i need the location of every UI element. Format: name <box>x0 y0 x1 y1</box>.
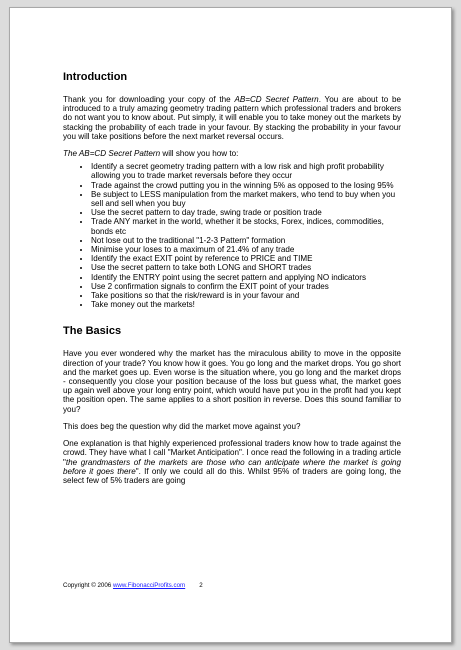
list-item: • Not lose out to the traditional "1-2-3 Pattern" formation <box>91 236 401 245</box>
basics-heading: The Basics <box>63 325 122 338</box>
page-number: 2 <box>199 582 203 589</box>
bullet-intro-line <box>63 149 401 158</box>
introduction-heading: Introduction <box>63 71 128 83</box>
page-content <box>63 71 401 493</box>
basics-para3-text-cont: ". If only we could all do this. Whilst 95% of traders are going long, the select few of 5% traders are going <box>63 466 401 485</box>
intro-para-emphasis: AB=CD Secret Pattern <box>234 95 319 104</box>
bullet-intro-emphasis: The AB=CD Secret Pattern <box>63 149 161 159</box>
page-footer <box>63 582 203 589</box>
list-item: • Identify the exact EXIT point by reference to PRICE and TIME <box>91 254 401 263</box>
basics-paragraph-3 <box>63 439 401 485</box>
introduction-paragraph <box>63 95 401 141</box>
website-link[interactable]: www.FibonacciProfits.com <box>112 582 186 589</box>
list-item: • Take money out the markets! <box>91 300 401 309</box>
benefits-list <box>63 162 401 309</box>
list-item: • Use 2 confirmation signals to confirm the EXIT point of your trades <box>91 282 401 291</box>
intro-para-text: Thank you for downloading your copy of the <box>63 95 235 104</box>
list-item: • Take positions so that the risk/reward is in your favour and <box>91 291 401 300</box>
list-item: • Identify a secret geometry trading pattern with a low risk and high profit probability allowing you to trade market reversals before they occur <box>91 162 401 180</box>
intro-para-text-cont: . You are about to be introduced to a truly amazing geometry trading pattern which professional traders and brokers do not want you to know about. Put simply, it will enable you to take money out the markets by stacking the probability of each trade in your favour. By stacking the probability in your favour you will take positions before the next market reversal occurs. <box>63 95 401 141</box>
bullet-intro-text: will show you how to: <box>160 149 239 159</box>
basics-paragraph-2: This does beg the question why did the market move against you? <box>63 421 301 431</box>
list-item: • Trade against the crowd putting you in the winning 5% as opposed to the losing 95% <box>91 181 401 190</box>
basics-para3-text: One explanation is that highly experienced professional traders know how to trade against the crowd. They have what I call "Market Anticipation". I once read the following in a trading article " <box>63 439 401 467</box>
list-item: • Identify the ENTRY point using the secret pattern and applying NO indicators <box>91 273 401 282</box>
list-item: • Use the secret pattern to day trade, swing trade or position trade <box>91 208 401 217</box>
list-item: • Minimise your loses to a maximum of 21.4% of any trade <box>91 245 401 254</box>
copyright-text: Copyright © 2006 <box>63 582 113 589</box>
list-item: • Trade ANY market in the world, whether it be stocks, Forex, indices, commodities, bonds etc <box>91 217 401 235</box>
basics-para3-quote: the grandmasters of the markets are those who can anticipate where the market is going before it goes there <box>63 457 401 476</box>
list-item: • Use the secret pattern to take both LONG and SHORT trades <box>91 263 401 272</box>
list-item: • Be subject to LESS manipulation from the market makers, who tend to buy when you sell and sell when you buy <box>91 190 401 208</box>
document-page <box>9 7 452 643</box>
basics-paragraph-1: Have you ever wondered why the market has the miraculous ability to move in the opposite direction of your trade? You know how it goes. You go long and the market drops. You go short and the market goes up. Even worse is the situation where, you go long and the market drops - consequently you close your position because of the loss but guess what, the market goes up again well above your long entry point, which would have put you in the profit had you kept the position open. The same applies to a short position in reverse. Does this sound familiar to you? <box>63 349 401 414</box>
